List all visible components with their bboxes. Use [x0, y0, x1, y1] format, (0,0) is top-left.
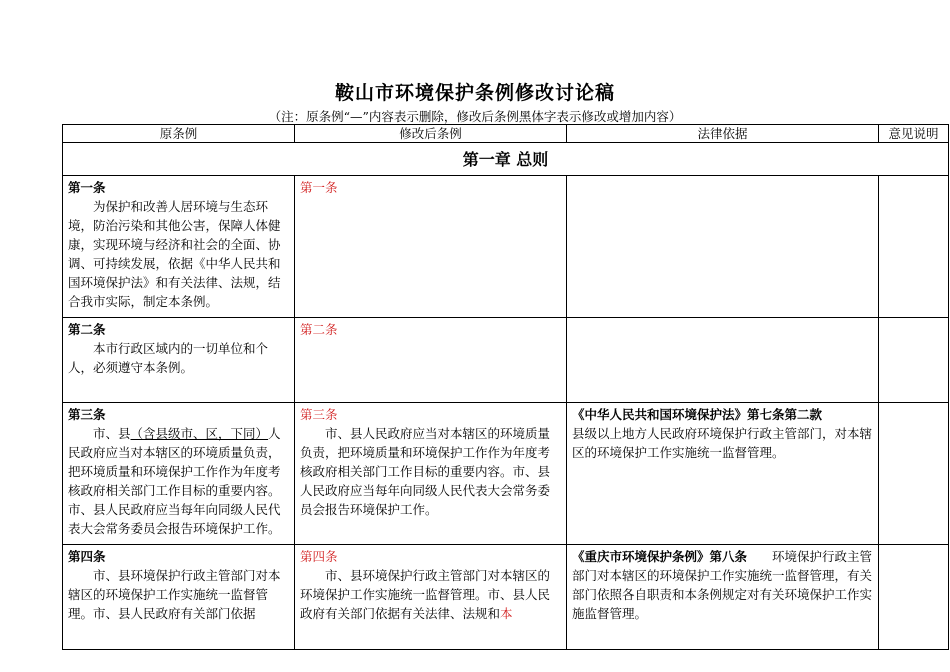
table-row — [63, 318, 949, 403]
revised-cell — [295, 176, 567, 318]
legal-basis-cell — [567, 176, 879, 318]
deleted-text: （含县级市、区，下同） — [130, 426, 269, 441]
law-text: 环境保护行政主管部门对本辖区的环境保护工作实施统一监督管理，有关部门依照各自职责和本条例规定对有关环境保护工作实施监督管理。 — [572, 549, 873, 621]
document-title: 鞍山市环境保护条例修改讨论稿 — [334, 82, 615, 104]
revised-article-title: 第二条 — [300, 322, 338, 337]
original-article-title: 第一条 — [68, 180, 106, 195]
chapter-title: 第一章 总则 — [63, 143, 949, 176]
original-article-title: 第二条 — [68, 322, 106, 337]
original-text-post: 人民政府应当对本辖区的环境质量负责，把环境质量和环境保护工作作为年度考核政府相关部门工作目标的重要内容。市、县人民政府应当每年向同级人民代表大会常务委员会报告环境保护工作。 — [68, 426, 281, 536]
document-note: （注：原条例“—”内容表示删除，修改后条例黑体字表示修改或增加内容） — [268, 109, 682, 124]
comparison-table — [62, 124, 949, 650]
revised-article-title: 第一条 — [300, 180, 338, 195]
law-title: 《重庆市环境保护条例》第八条 — [572, 549, 748, 564]
revised-article-title: 第四条 — [300, 549, 338, 564]
comment-cell — [879, 176, 949, 318]
comment-cell — [879, 318, 949, 403]
table-row — [63, 176, 949, 318]
header-revised: 修改后条例 — [295, 125, 567, 143]
revised-cell — [295, 403, 567, 545]
header-original: 原条例 — [63, 125, 295, 143]
law-title: 《中华人民共和国环境保护法》第七条第二款 — [572, 407, 823, 422]
table-row — [63, 403, 949, 545]
original-article-title: 第三条 — [68, 407, 106, 422]
comment-cell — [879, 403, 949, 545]
revised-text-main: 市、县环境保护行政主管部门对本辖区的环境保护工作实施统一监督管理。市、县人民政府有关部门依据有关法律、法规和 — [300, 568, 551, 621]
legal-basis-cell — [567, 403, 879, 545]
original-article-text: 本市行政区域内的一切单位和个人，必须遵守本条例。 — [68, 341, 269, 375]
revised-cell — [295, 318, 567, 403]
table-header-row — [63, 125, 949, 143]
original-cell — [63, 545, 295, 650]
legal-basis-cell — [567, 318, 879, 403]
header-legal-basis: 法律依据 — [567, 125, 879, 143]
original-text-pre: 市、县 — [93, 426, 131, 441]
revised-cell — [295, 545, 567, 650]
original-article-text: 市、县环境保护行政主管部门对本辖区的环境保护工作实施统一监督管理。市、县人民政府有关部门依据 — [68, 568, 281, 621]
legal-basis-cell — [567, 545, 879, 650]
original-article-text: 为保护和改善人居环境与生态环境，防治污染和其他公害，保障人体健康，实现环境与经济和社会的全面、协调、可持续发展，依据《中华人民共和国环境保护法》和有关法律、法规，结合我市实际，制定本条例。 — [68, 199, 281, 309]
original-cell — [63, 403, 295, 545]
original-cell — [63, 176, 295, 318]
revised-text-added: 本 — [500, 606, 513, 621]
revised-article-title: 第三条 — [300, 407, 338, 422]
header-comment: 意见说明 — [879, 125, 949, 143]
comment-cell — [879, 545, 949, 650]
original-cell — [63, 318, 295, 403]
revised-article-text — [300, 566, 561, 623]
revised-article-text: 市、县人民政府应当对本辖区的环境质量负责，把环境质量和环境保护工作作为年度考核政府相关部门工作目标的重要内容。市、县人民政府应当每年向同级人民代表大会常务委员会报告环境保护工作。 — [300, 426, 551, 517]
law-text: 县级以上地方人民政府环境保护行政主管部门，对本辖区的环境保护工作实施统一监督管理。 — [572, 426, 873, 460]
chapter-row — [63, 143, 949, 176]
original-article-title: 第四条 — [68, 549, 106, 564]
original-article-text — [68, 424, 289, 538]
table-row — [63, 545, 949, 650]
